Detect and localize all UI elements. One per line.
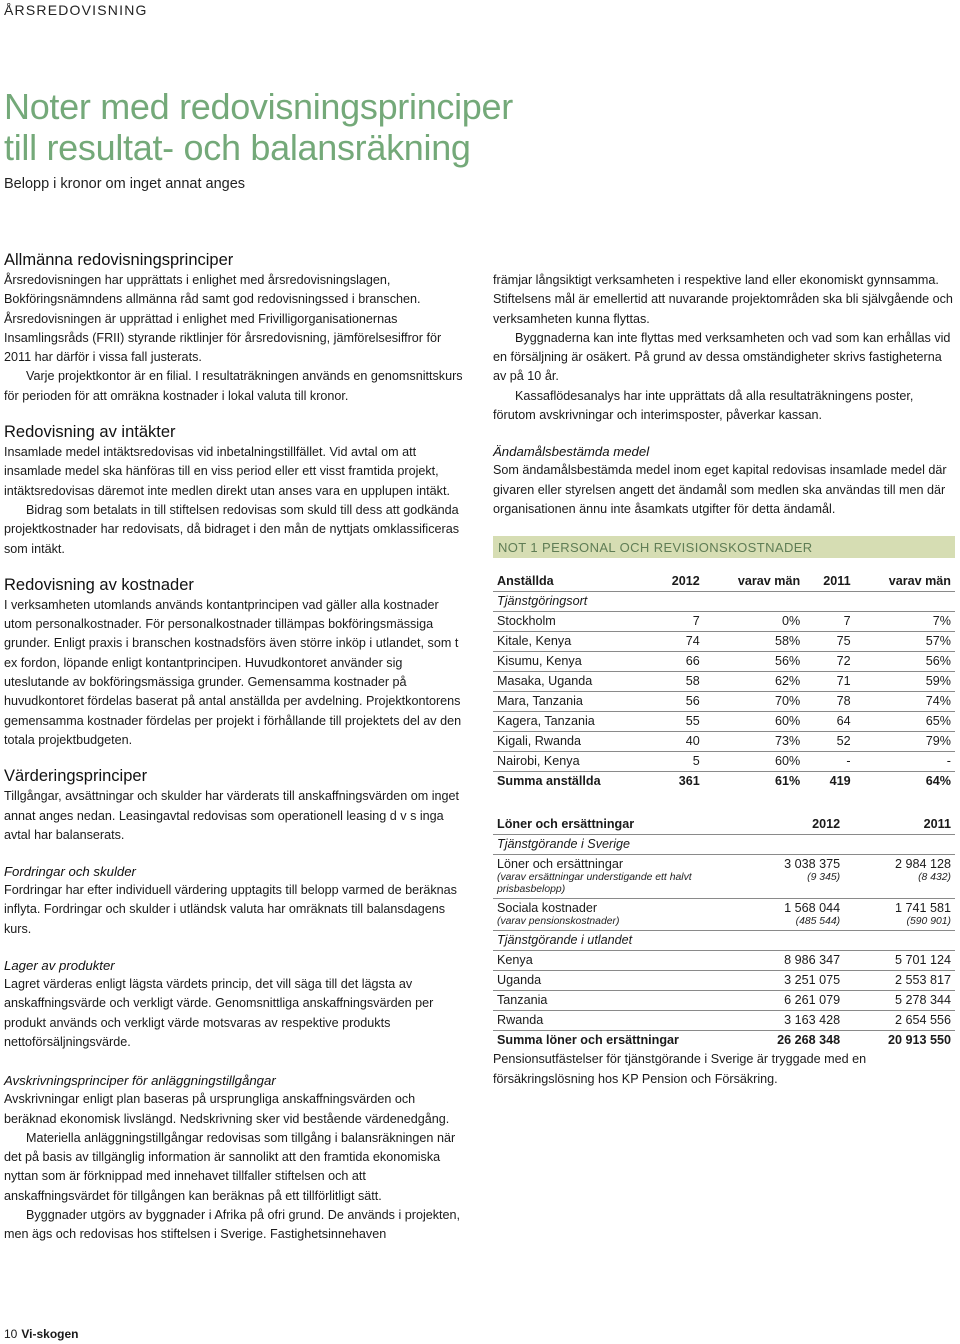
paragraph: Bidrag som betalats in till stiftelsen redovisas som skuld till dess att godkända projektkostnader har redovisats, då bidraget i den mån de nyttjats omklassificeras som intäkt. xyxy=(4,502,460,556)
table-cell xyxy=(493,855,733,899)
paragraph: Byggnaderna kan inte flyttas med verksamheten och vad som kan erhållas vid en försäljning är osäkert. På grund av dessa omständigheter skrivs fastigheterna av på 10 år. xyxy=(493,330,951,384)
table-cell: 58 xyxy=(652,672,703,692)
table-row xyxy=(493,732,955,752)
table-row xyxy=(493,971,955,991)
table-cell: - xyxy=(855,752,955,772)
table-cell xyxy=(733,899,844,931)
heading-intakter: Redovisning av intäkter xyxy=(4,423,176,442)
table-cell: Stockholm xyxy=(493,612,652,632)
paragraph: Insamlade medel intäktsredovisas vid inbetalningstillfället. Vid avtal om att insamlade medel ska hänföras till en viss period eller ett visst framtida projekt, intäktsredovisas däremot inte medlen direkt utan anses vara en upplupen intäkt. xyxy=(4,445,450,498)
table-cell: 55 xyxy=(652,712,703,732)
table-cell: 57% xyxy=(855,632,955,652)
table-cell: 65% xyxy=(855,712,955,732)
subheading-fordringar: Fordringar och skulder xyxy=(4,864,136,880)
table-cell: 56% xyxy=(704,652,804,672)
table-cell: 71 xyxy=(804,672,854,692)
table-cell: 60% xyxy=(704,752,804,772)
table-cell: 62% xyxy=(704,672,804,692)
section-label: ÅRSREDOVISNING xyxy=(4,2,148,18)
column-header: 2011 xyxy=(844,815,955,835)
table-subheader-row xyxy=(493,592,955,612)
table-cell: 361 xyxy=(678,774,700,789)
paragraph: Årsredovisningen har upprättats i enlighet med årsredovisningslagen, Bokföringsnämndens allmänna råd samt god redovisningssed i branschen. Årsredovisningen är upprättad i enlighet med Frivilligorganisationernas Insamlingsråds (FRII) styrande riktlinjer för årsredovisning, jämförelsesiffror för 2011 har därför i vissa fall justerats. xyxy=(4,273,442,365)
subheading-andamal: Ändamålsbestämda medel xyxy=(493,444,650,460)
table-cell: 74% xyxy=(855,692,955,712)
column-header: 2012 xyxy=(733,815,844,835)
title-line-1: Noter med redovisningsprinciper xyxy=(4,86,513,127)
subheading-avskrivning: Avskrivningsprinciper för anläggningstillgångar xyxy=(4,1073,276,1089)
paragraph: I verksamheten utomlands används kontantprincipen vad gäller alla kostnader utom personalkostnader. För personalkostnader tillämpas bokföringsmässiga grunder. Enligt praxis i branschen kostnadsförs även större inköp i utlandet, som t ex fordon, löpande enligt kontantprincipen. Huvudkontoret använder sig uteslutande av bokföringsmässiga grunder. Gemensamma kostnader på huvudkontoret fördelas baserat på antal anställda per avdelning. Projektkontorens gemensamma kostnader fördelas per projekt i förhållande till projektets del av den totala projektbudgeten. xyxy=(4,597,462,747)
column-header: 2011 xyxy=(804,572,854,592)
table-total-row xyxy=(493,1031,955,1051)
table-cell: 5 701 124 xyxy=(844,951,955,971)
paragraph: Varje projektkontor är en filial. I resultaträkningen används en genomsnittskurs för perioden för att omräkna kostnader i lokal valuta till kronor. xyxy=(4,369,463,403)
table-header-row xyxy=(493,572,955,592)
table-cell: Tanzania xyxy=(493,991,733,1011)
table-cell: 74 xyxy=(652,632,703,652)
table-cell: 8 986 347 xyxy=(733,951,844,971)
table-cell: 70% xyxy=(704,692,804,712)
table-cell: 60% xyxy=(704,712,804,732)
paragraph: Fordringar har efter individuell värdering upptagits till belopp varmed de beräknas inflyta. Fordringar och skulder i utländsk valuta har omräknats till balansdagens kurs. xyxy=(4,883,457,936)
table-cell: 3 163 428 xyxy=(733,1011,844,1031)
table-cell: 5 278 344 xyxy=(844,991,955,1011)
table-cell: Kitale, Kenya xyxy=(493,632,652,652)
paragraph: Byggnader utgörs av byggnader i Afrika på ofri grund. De används i projekten, men ägs och redovisas hos stiftelsen i Sverige. Fastighetsinnehaven xyxy=(4,1207,461,1242)
table-cell: 6 261 079 xyxy=(733,991,844,1011)
table-row xyxy=(493,692,955,712)
table-header-row xyxy=(493,815,955,835)
table-row xyxy=(493,712,955,732)
cell-value: 1 568 044 xyxy=(784,901,841,916)
paragraph: Kassaflödesanalys har inte upprättats då alla resultaträkningens poster, förutom avskrivningar och interimsposter, påverkar kassan. xyxy=(493,388,914,423)
table-row xyxy=(493,899,955,931)
table-cell: 0% xyxy=(704,612,804,632)
paragraph: Tillgångar, avsättningar och skulder har värderats till anskaffningsvärden om inget annat anges nedan. Leasingavtal redovisas som operationell leasing d v s inga avtal har balanserats. xyxy=(4,789,460,842)
table-cell xyxy=(844,855,955,899)
left-column xyxy=(4,250,466,1245)
table-row xyxy=(493,632,955,652)
salaries-table xyxy=(493,815,955,1050)
table-cell: Kenya xyxy=(493,951,733,971)
cell-value: 3 038 375 xyxy=(784,857,841,872)
table-subheader-row xyxy=(493,931,955,951)
table-cell: 78 xyxy=(804,692,854,712)
table-row xyxy=(493,652,955,672)
table-cell: Mara, Tanzania xyxy=(493,692,652,712)
table-total-row xyxy=(493,772,955,792)
note-1-header: NOT 1 PERSONAL OCH REVISIONSKOSTNADER xyxy=(493,536,955,558)
table-cell: 2 654 556 xyxy=(844,1011,955,1031)
table-subheader-row xyxy=(493,835,955,855)
table-cell: Uganda xyxy=(493,971,733,991)
heading-vardering: Värderingsprinciper xyxy=(4,767,148,786)
table-cell: 5 xyxy=(652,752,703,772)
table-cell: 56% xyxy=(855,652,955,672)
column-header: 2012 xyxy=(652,572,703,592)
table-row xyxy=(493,752,955,772)
employees-table xyxy=(493,572,955,791)
table-row xyxy=(493,951,955,971)
table-cell: Summa löner och ersättningar xyxy=(497,1033,679,1048)
right-column xyxy=(493,271,955,1089)
table-cell: 52 xyxy=(804,732,854,752)
subheading-lager: Lager av produkter xyxy=(4,958,115,974)
table-cell: 56 xyxy=(652,692,703,712)
paragraph: Pensionsutfästelser för tjänstgörande i Sverige är tryggade med en försäkringslösning hos KP Pension och Försäkring. xyxy=(493,1052,867,1086)
row-note: (varav ersättningar understigande ett halvt prisbasbelopp) xyxy=(497,872,692,896)
subtitle: Belopp i kronor om inget annat anges xyxy=(4,176,246,192)
table-cell: 7% xyxy=(855,612,955,632)
paragraph: Som ändamålsbestämda medel inom eget kapital redovisas insamlade medel där givaren eller styrelsen angett det ändamål som medlen ska användas till men där organisationen ännu inte åsamkats utgifter för detta ändamål. xyxy=(493,463,947,516)
table-cell: 72 xyxy=(804,652,854,672)
table-subheader: Tjänstgöringsort xyxy=(493,592,955,612)
table-cell: Kigali, Rwanda xyxy=(493,732,652,752)
table-cell: 59% xyxy=(855,672,955,692)
table-cell: 73% xyxy=(704,732,804,752)
table-cell: 61% xyxy=(774,774,801,789)
table-subheader: Tjänstgörande i Sverige xyxy=(493,835,955,855)
title-line-2: till resultat- och balansräkning xyxy=(4,127,471,168)
page-footer xyxy=(4,1327,79,1341)
page-number: 10 xyxy=(4,1327,18,1341)
paragraph: främjar långsiktigt verksamheten i respektive land eller ekonomiskt gynnsamma. Stiftelsens mål är emellertid att nuvarande projektområden ska bli självgående och verksamheten kunna flyttas. xyxy=(493,273,953,326)
table-cell: 66 xyxy=(652,652,703,672)
table-cell: Rwanda xyxy=(493,1011,733,1031)
cell-value: 2 984 128 xyxy=(894,857,951,872)
table-cell: 64% xyxy=(925,774,951,789)
table-cell: Summa anställda xyxy=(497,774,601,789)
table-cell xyxy=(733,855,844,899)
table-cell: 64 xyxy=(804,712,854,732)
table-cell: 7 xyxy=(652,612,703,632)
table-row xyxy=(493,991,955,1011)
column-header: varav män xyxy=(855,572,955,592)
table-cell: 20 913 550 xyxy=(887,1033,951,1048)
table-cell: - xyxy=(804,752,854,772)
paragraph: Lagret värderas enligt lägsta värdets princip, det vill säga till det lägsta av anskaffningsvärde och verkligt värde. Genomsnittliga anskaffningsvärden per produkt används och verkligt värde motsvaras av respektive produkts nettoförsäljningsvärde. xyxy=(4,977,434,1049)
table-cell: 40 xyxy=(652,732,703,752)
table-cell: Masaka, Uganda xyxy=(493,672,652,692)
table-cell: 26 268 348 xyxy=(777,1033,841,1048)
heading-kostnader: Redovisning av kostnader xyxy=(4,575,194,594)
table-cell: 7 xyxy=(804,612,854,632)
page-title xyxy=(4,86,513,168)
table-row xyxy=(493,612,955,632)
table-row xyxy=(493,672,955,692)
brand-name: Vi-skogen xyxy=(21,1327,79,1341)
table-cell: Kisumu, Kenya xyxy=(493,652,652,672)
table-row xyxy=(493,855,955,899)
cell-note: (9 345) xyxy=(807,872,841,884)
table-cell xyxy=(493,899,733,931)
table-cell xyxy=(844,899,955,931)
row-label: Löner och ersättningar xyxy=(497,857,624,872)
cell-note: (590 901) xyxy=(906,916,951,928)
cell-value: 1 741 581 xyxy=(894,901,951,916)
table-cell: 2 553 817 xyxy=(844,971,955,991)
table-cell: 419 xyxy=(829,774,851,789)
cell-note: (485 544) xyxy=(795,916,841,928)
column-header: varav män xyxy=(704,572,804,592)
paragraph: Materiella anläggningstillgångar redovisas som tillgång i balansräkningen när det på basis av tillgänglig information är sannolikt att den framtida ekonomiska nyttan som är förknippad med innehavet tillfaller stiftelsen och att anskaffningsvärdet för tillgången kan beräknas på ett tillförlitligt sätt. xyxy=(4,1130,456,1203)
table-cell: 79% xyxy=(855,732,955,752)
row-label: Sociala kostnader xyxy=(497,901,598,916)
table-cell: Kagera, Tanzania xyxy=(493,712,652,732)
table-subheader: Tjänstgörande i utlandet xyxy=(493,931,955,951)
paragraph: Avskrivningar enligt plan baseras på ursprungliga anskaffningsvärden och beräknad ekonomisk livslängd. Nedskrivning sker vid bestående värdenedgång. xyxy=(4,1092,450,1126)
table-row xyxy=(493,1011,955,1031)
table-cell: 3 251 075 xyxy=(733,971,844,991)
column-header: Löner och ersättningar xyxy=(493,815,733,835)
cell-note: (8 432) xyxy=(918,872,951,884)
table-cell: Nairobi, Kenya xyxy=(493,752,652,772)
column-header: Anställda xyxy=(493,572,652,592)
row-note: (varav pensionskostnader) xyxy=(497,916,620,928)
table-cell: 58% xyxy=(704,632,804,652)
heading-allmanna: Allmänna redovisningsprinciper xyxy=(4,251,234,269)
table-cell: 75 xyxy=(804,632,854,652)
